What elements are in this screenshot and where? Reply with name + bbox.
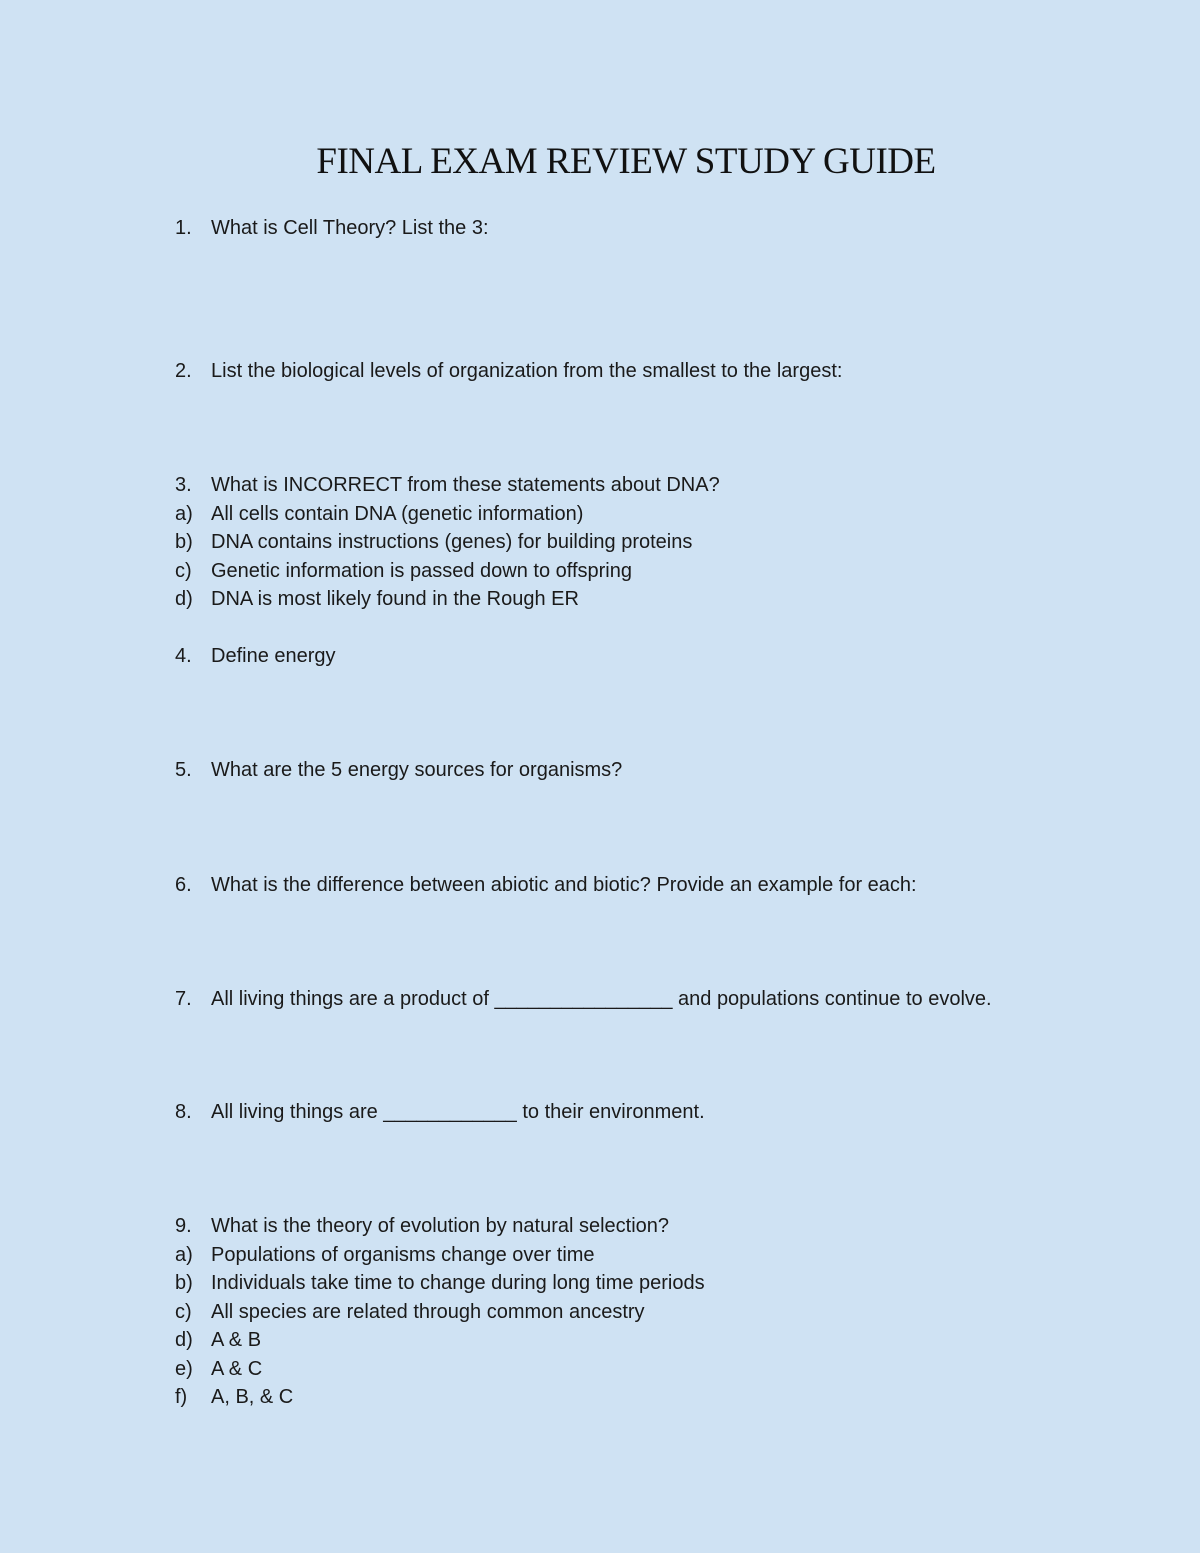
question-number: 3. — [175, 474, 192, 496]
question-text: What are the 5 energy sources for organisms? — [211, 759, 623, 781]
answer-option — [175, 1269, 1005, 1298]
question-row — [175, 642, 1005, 671]
question-text: List the biological levels of organization from the smallest to the largest: — [211, 360, 843, 382]
option-text: All species are related through common ancestry — [211, 1300, 645, 1323]
question-number: 5. — [175, 759, 192, 781]
question-9 — [175, 1212, 1005, 1412]
answer-option — [175, 1298, 1005, 1327]
question-1 — [175, 214, 1005, 243]
option-text: DNA is most likely found in the Rough ER — [211, 588, 579, 610]
option-text: A & C — [211, 1357, 263, 1380]
question-text: What is the theory of evolution by natural selection? — [211, 1215, 670, 1237]
option-label: a) — [175, 1243, 193, 1266]
page-title: FINAL EXAM REVIEW STUDY GUIDE — [316, 141, 936, 182]
question-row — [175, 1098, 1005, 1127]
question-text: Define energy — [211, 645, 336, 667]
question-row — [175, 1212, 1005, 1241]
option-text: Genetic information is passed down to offspring — [211, 559, 632, 582]
option-label: a) — [175, 502, 193, 525]
question-3 — [175, 471, 1005, 614]
option-text: DNA contains instructions (genes) for building proteins — [211, 531, 693, 553]
option-text: A & B — [211, 1329, 262, 1351]
option-label: b) — [175, 531, 193, 553]
answer-option — [175, 1383, 1005, 1412]
question-text: All living things are a product of ________________ and populations continue to evolve. — [211, 988, 992, 1010]
question-6 — [175, 871, 1005, 900]
option-label: f) — [175, 1386, 188, 1408]
question-text: What is INCORRECT from these statements about DNA? — [211, 474, 720, 496]
option-text: All cells contain DNA (genetic information) — [211, 502, 584, 525]
answer-option — [175, 557, 1005, 586]
option-text: Individuals take time to change during long time periods — [211, 1272, 705, 1294]
question-text: What is Cell Theory? List the 3: — [211, 217, 489, 239]
option-label: d) — [175, 1329, 193, 1351]
answer-option — [175, 1355, 1005, 1384]
question-number: 9. — [175, 1215, 192, 1237]
question-row — [175, 985, 1005, 1014]
answer-option — [175, 500, 1005, 529]
question-number: 2. — [175, 360, 192, 382]
question-4 — [175, 642, 1005, 671]
question-number: 8. — [175, 1101, 192, 1123]
answer-option — [175, 585, 1005, 614]
answer-option — [175, 1326, 1005, 1355]
option-label: c) — [175, 559, 192, 582]
question-2 — [175, 357, 1005, 386]
question-8 — [175, 1098, 1005, 1127]
question-number: 7. — [175, 988, 192, 1010]
answer-option — [175, 528, 1005, 557]
option-text: Populations of organisms change over time — [211, 1243, 595, 1266]
question-number: 4. — [175, 645, 192, 667]
question-row — [175, 756, 1005, 785]
option-label: c) — [175, 1300, 192, 1323]
answer-option — [175, 1241, 1005, 1270]
question-number: 6. — [175, 874, 192, 896]
question-text: All living things are ____________ to their environment. — [211, 1101, 705, 1123]
question-row — [175, 357, 1005, 386]
question-5 — [175, 756, 1005, 785]
question-row — [175, 214, 1005, 243]
question-7 — [175, 985, 1005, 1014]
option-label: e) — [175, 1357, 193, 1380]
question-number: 1. — [175, 217, 192, 239]
option-text: A, B, & C — [211, 1386, 294, 1408]
question-row — [175, 471, 1005, 500]
option-label: d) — [175, 588, 193, 610]
question-row — [175, 871, 1005, 900]
question-text: What is the difference between abiotic and biotic? Provide an example for each: — [211, 874, 917, 896]
option-label: b) — [175, 1272, 193, 1294]
